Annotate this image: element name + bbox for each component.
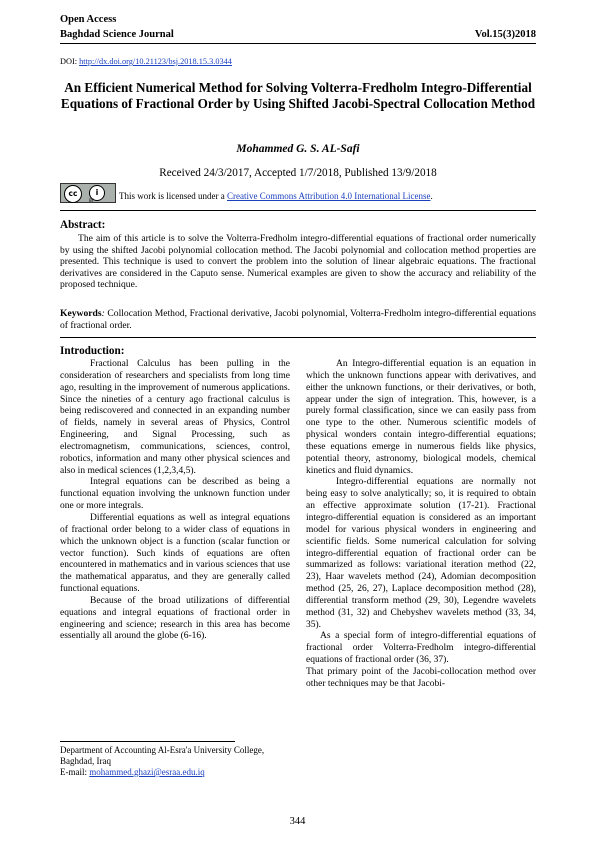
intro-paragraph: Differential equations as well as integral equations of fractional order belong to a wider class of equations in which the unknown object is a function (scalar function or vector function). Such kinds of equations are often encountered in mathematics and in various sciences that use the mathematical apparatus, and they are generally called functional equations.: [60, 512, 290, 595]
intro-paragraph: Fractional Calculus has been pulling in the consideration of researchers and specialists from long time ago, resulting in the improvement of numerous applications. Since the nineties of a century ago fractional calculus is being rediscovered and connected in an expanding number of fields, namely in several areas of Physics, Control Engineering, and Signal Processing, such as electromagnetism, communications, sciences, control, robotics, information and many other physical sciences and also in medical sciences (1,2,3,4,5).: [60, 359, 290, 476]
attribution-icon: i: [89, 185, 105, 201]
doi-label: DOI:: [60, 57, 80, 66]
keywords-colon: :: [101, 308, 108, 319]
page-number: 344: [289, 816, 306, 827]
intro-paragraph: Integro-differential equations are normally not being easy to solve analytically; so, it is required to obtain an effective approximate solution (17-21). Fractional integro-differential equation is considered as an important model for various physical wonders in engineering and scientific fields. Some numerical calculation for solving integro-differential equation of fractional order can be summarized as follows: variational iteration method (22, 23), Haar wavelets method (24), Adomian decomposition method (25, 26, 27), Laplace decomposition method (28), differential transform method (29, 30), Legendre wavelets method (31, 32) and Chebyshev wavelets method (33, 34, 35).: [306, 477, 536, 630]
intro-paragraph: An Integro-differential equation is an equation in which the unknown functions appear with derivatives, and either the unknown functions, or their derivatives, or both, appear under the sign of integration. This, however, is a purely formal classification, since we can easily pass from one type to the other. Numerous scientific models of physical wonders contain integro-differential equations; these equations emerge in numerous fields like physics, potential theory, astronomy, biological models, chemical kinetics and fluid dynamics.: [306, 359, 536, 476]
abstract-heading: Abstract:: [60, 219, 106, 231]
cc-icon: cc: [64, 185, 82, 203]
paper-title: An Efficient Numerical Method for Solving Volterra-Fredholm Integro-Differential Equations of Fractional Order by Using Shifted Jacobi-Spectral Collocation Method: [60, 80, 536, 111]
volume-label: Vol.15(3)2018: [474, 29, 536, 40]
by-text: BY: [89, 198, 94, 203]
abstract-text: The aim of this article is to solve the Volterra-Fredholm integro-differential equations of fractional order numerically by using the shifted Jacobi polynomial collocation method. The Jacobi polynomial and collocation method properties are presented. This technique is used to convert the problem into the solution of linear algebraic equations. The fractional derivatives are considered in the Caputo sense. Numerical examples are given to show the accuracy and reliability of the proposed technique.: [60, 233, 536, 290]
author-name: Mohammed G. S. AL-Safi: [236, 143, 360, 155]
license-prefix: This work is licensed under a: [119, 191, 227, 201]
doi-line: [60, 57, 232, 66]
email-link[interactable]: mohammed.ghazi@esraa.edu.iq: [89, 767, 205, 777]
doi-link[interactable]: http://dx.doi.org/10.21123/bsj.2018.15.3.0344: [79, 57, 232, 66]
email-label: E-mail:: [60, 767, 90, 777]
author-footnote: [60, 745, 290, 778]
journal-name: Baghdad Science Journal: [60, 29, 174, 40]
license-end: .: [430, 191, 433, 201]
keywords-line: [60, 308, 536, 331]
keywords-bottom-rule: [60, 337, 536, 338]
publication-dates: Received 24/3/2017, Accepted 1/7/2018, Published 13/9/2018: [159, 167, 437, 179]
license-block: [60, 183, 536, 205]
open-access-label: Open Access: [60, 14, 117, 25]
keywords-text: Collocation Method, Fractional derivative, Jacobi polynomial, Volterra-Fredholm integro-differential equations of fractional order.: [60, 308, 537, 331]
cc-by-badge[interactable]: [60, 183, 116, 203]
left-column: [60, 359, 290, 643]
intro-paragraph: That primary point of the Jacobi-collocation method over other techniques may be that Jacobi-: [306, 666, 536, 689]
introduction-heading: Introduction:: [60, 345, 125, 357]
footnote-rule: [60, 741, 235, 742]
right-column: [306, 359, 536, 691]
abstract-top-rule: [60, 210, 536, 211]
intro-paragraph: Because of the broad utilizations of differential equations and integral equations of fractional order in engineering and science; research in this area has become essentially all around the globe (6-16).: [60, 595, 290, 642]
license-text: [119, 191, 433, 201]
license-link[interactable]: Creative Commons Attribution 4.0 International License: [226, 191, 431, 201]
header-rule: [60, 43, 536, 44]
intro-paragraph: As a special form of integro-differential equations of fractional order Volterra-Fredholm integro-differential equations of fractional order (36, 37).: [306, 631, 536, 666]
affiliation: Department of Accounting Al-Esra'a University College, Baghdad, Iraq: [60, 745, 265, 766]
keywords-label: Keywords: [60, 308, 102, 319]
email-line: [60, 767, 290, 778]
intro-paragraph: Integral equations can be described as being a functional equation involving the unknown function under one or more integrals.: [60, 477, 290, 512]
